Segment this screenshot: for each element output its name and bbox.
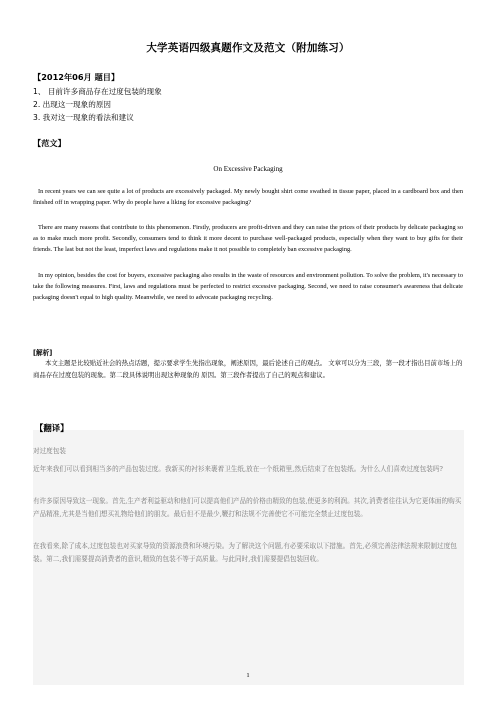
model-essay-heading: 【范文】 — [33, 138, 66, 148]
exam-item-3: 3. 我对这一现象的看法和建议 — [33, 113, 134, 122]
document-title: 大学英语四级真题作文及范文（附加练习） — [146, 42, 350, 54]
translation-heading: 【翻译】 — [35, 423, 69, 433]
exam-section-heading: 【2012年06月 题目】 — [33, 72, 120, 82]
page-number: 1 — [246, 672, 250, 679]
translation-paragraph-3: 在我看来,除了成本,过度包装也对买家导致的资源浪费和环境污染。为了解决这个问题,有必要采取以下措施。首先,必须完善法律法规来限制过度包装。第二,我们需要提高消费者的意识,精致的包装不等于高质量。与此同时,我们需要提倡包装回收。 — [33, 542, 457, 563]
essay-paragraph-3: In my opinion, besides the cost for buyers, excessive packaging also results in the waste of resources and environment pollution. To solve the problem, it's necessary to take the following measures. First, laws and regulations must be perfected to restrict excessive packaging. Second, we need to raise consumer's awareness that delicate packaging doesn't equal to high quality. Meanwhile, we need to advocate packaging recycling. — [33, 272, 463, 302]
essay-title: On Excessive Packaging — [213, 165, 283, 173]
analysis-text: 本文主题是比较贴近社会的热点话题，提示要求学生先指出现象，阐述原因，最后论述自己的观点。 文章可以分为三段，第一段才指出目前市场上的商品存在过度包装的现象。第二段具体说明出现这种现象的 原因。第三段作者提出了自己的观点和建议。 — [33, 359, 463, 379]
translation-title: 对过度包装 — [33, 447, 66, 455]
essay-paragraph-2: There are many reasons that contribute to this phenomenon. Firstly, producers are profit-driven and they can raise the prices of their products by delicate packaging so as to make much more profit. Secondly, consumers tend to think it more decent to purchase well-packaged products, especially when they want to buy gifts for their friends. The last but not the least, imperfect laws and regulations make it not possible to completely ban excessive packaging. — [33, 224, 463, 254]
exam-item-1: 1、 目前许多商品存在过度包装的现象 — [33, 87, 162, 96]
essay-paragraph-1: In recent years we can see quite a lot of products are excessively packaged. My newly bought shirt come swathed in tissue paper, placed in a cardboard box and then finished off in wrapping paper. Why do people have a liking for excessive packaging? — [33, 188, 463, 207]
translation-paragraph-2: 有许多原因导致这一现象。首先,生产者利益驱动和他们可以提高他们产品的价格由精致的包装,使更多的利润。其次,消费者往往认为它更体面的购买产品精准,尤其是当他们想买礼物给他们的朋友。最后但不是最少,鞭打和法规不完善使它不可能完全禁止过度包装。 — [33, 497, 462, 518]
analysis-heading: [解析] — [33, 349, 53, 357]
translation-paragraph-1: 近年来我们可以看到相当多的产品包装过度。我新买的衬衫来裹着卫生纸,放在一个纸箱里,然后结束了在包装纸。为什么人们喜欢过度包装吗? — [33, 465, 443, 473]
exam-item-2: 2. 出现这一现象的原因 — [33, 100, 112, 109]
